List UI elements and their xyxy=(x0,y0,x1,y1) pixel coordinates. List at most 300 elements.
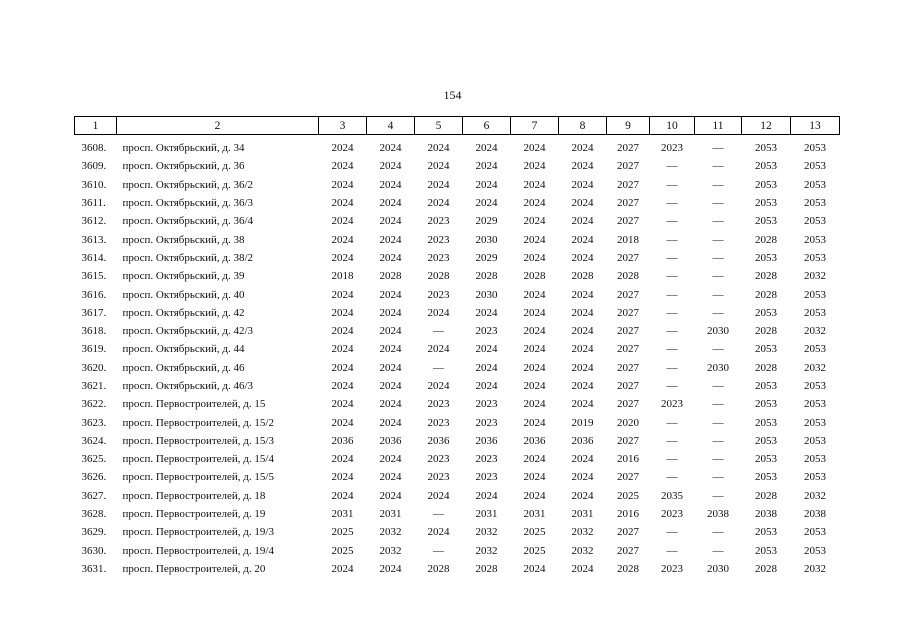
year-cell: — xyxy=(666,361,678,374)
year-cell: 2024 xyxy=(379,288,402,301)
year-cell: 2036 xyxy=(571,434,594,447)
address-cell: просп. Октябрьский, д. 38 xyxy=(122,233,245,246)
row-number: 3619. xyxy=(81,343,107,356)
year-cell: 2024 xyxy=(571,489,594,502)
table-row xyxy=(75,395,840,413)
row-number: 3620. xyxy=(81,361,107,374)
year-cell: 2036 xyxy=(475,434,498,447)
year-cell: 2029 xyxy=(475,251,498,264)
address-cell: просп. Октябрьский, д. 46 xyxy=(122,361,245,374)
year-cell: 2024 xyxy=(523,325,546,338)
year-cell: 2053 xyxy=(804,343,826,356)
row-number: 3629. xyxy=(81,526,107,539)
table-row xyxy=(75,230,840,248)
year-cell: 2024 xyxy=(475,489,498,502)
year-cell: 2024 xyxy=(427,178,450,191)
year-cell: 2027 xyxy=(617,434,639,447)
year-cell: — xyxy=(666,325,678,338)
row-number: 3613. xyxy=(81,233,107,246)
year-cell: 2027 xyxy=(617,361,639,374)
year-cell: 2024 xyxy=(331,380,354,392)
year-cell: 2024 xyxy=(331,251,354,264)
row-number: 3612. xyxy=(81,215,107,228)
year-cell: — xyxy=(666,306,678,319)
address-cell: просп. Первостроителей, д. 19/4 xyxy=(122,544,274,557)
year-cell: 2053 xyxy=(755,416,777,429)
year-cell: 2024 xyxy=(427,343,450,356)
row-number: 3627. xyxy=(81,489,107,502)
year-cell: 2023 xyxy=(475,416,498,429)
row-number: 3616. xyxy=(81,288,107,301)
year-cell: 2053 xyxy=(804,471,826,484)
year-cell: 2027 xyxy=(617,398,639,411)
row-number: 3608. xyxy=(81,142,107,155)
table-row xyxy=(75,322,840,340)
address-cell: просп. Октябрьский, д. 42/3 xyxy=(122,325,254,338)
year-cell: 2024 xyxy=(523,343,546,356)
table-row xyxy=(75,194,840,212)
table-row xyxy=(75,487,840,505)
year-cell: 2024 xyxy=(523,178,546,191)
year-cell: — xyxy=(666,178,678,191)
address-cell: просп. Первостроителей, д. 15/5 xyxy=(122,471,274,484)
year-cell: 2053 xyxy=(804,380,826,392)
table-row xyxy=(75,468,840,486)
year-cell: 2024 xyxy=(571,325,594,338)
year-cell: 2053 xyxy=(755,453,777,466)
table-row xyxy=(75,340,840,358)
year-cell: 2053 xyxy=(755,380,777,392)
year-cell: 2028 xyxy=(617,270,639,283)
year-cell: 2024 xyxy=(379,398,402,411)
row-number: 3614. xyxy=(81,251,107,264)
year-cell: 2036 xyxy=(523,434,546,447)
year-cell: 2028 xyxy=(617,562,639,575)
year-cell: — xyxy=(712,489,724,502)
year-cell: 2053 xyxy=(804,215,826,228)
year-cell: 2024 xyxy=(379,215,402,228)
year-cell: 2032 xyxy=(571,544,594,557)
year-cell: — xyxy=(433,544,444,557)
year-cell: 2024 xyxy=(427,306,450,319)
table-row xyxy=(75,135,840,158)
year-cell: 2028 xyxy=(475,270,498,283)
year-cell: — xyxy=(666,233,678,246)
year-cell: 2024 xyxy=(331,562,354,575)
year-cell: 2027 xyxy=(617,380,639,392)
year-cell: 2032 xyxy=(571,526,594,539)
row-number: 3623. xyxy=(81,416,107,429)
row-number: 3625. xyxy=(81,453,107,466)
year-cell: 2032 xyxy=(804,270,826,283)
year-cell: 2053 xyxy=(755,142,777,155)
year-cell: — xyxy=(712,434,724,447)
year-cell: — xyxy=(712,270,724,283)
year-cell: 2053 xyxy=(755,178,777,191)
year-cell: 2024 xyxy=(379,306,402,319)
year-cell: 2053 xyxy=(804,178,826,191)
year-cell: — xyxy=(712,306,724,319)
year-cell: — xyxy=(712,233,724,246)
year-cell: 2053 xyxy=(804,251,826,264)
address-cell: просп. Первостроителей, д. 15/4 xyxy=(122,453,274,466)
address-cell: просп. Октябрьский, д. 40 xyxy=(122,288,245,301)
year-cell: 2024 xyxy=(331,197,354,210)
year-cell: — xyxy=(666,434,678,447)
header-row xyxy=(75,117,840,135)
year-cell: 2024 xyxy=(331,489,354,502)
year-cell: 2024 xyxy=(571,453,594,466)
row-number: 3618. xyxy=(81,325,107,338)
year-cell: 2024 xyxy=(379,489,402,502)
year-cell: 2024 xyxy=(331,288,354,301)
year-cell: 2024 xyxy=(331,306,354,319)
year-cell: 2036 xyxy=(331,434,354,447)
year-cell: 2024 xyxy=(475,142,498,155)
year-cell: — xyxy=(712,288,724,301)
table-body xyxy=(75,135,840,579)
year-cell: 2028 xyxy=(755,562,777,575)
address-cell: просп. Октябрьский, д. 39 xyxy=(122,270,245,283)
year-cell: 2053 xyxy=(755,215,777,228)
year-cell: 2024 xyxy=(379,160,402,173)
row-number: 3624. xyxy=(81,434,107,447)
address-cell: просп. Первостроителей, д. 19/3 xyxy=(122,526,274,539)
year-cell: 2023 xyxy=(475,471,498,484)
year-cell: 2028 xyxy=(755,270,777,283)
year-cell: 2027 xyxy=(617,288,639,301)
year-cell: 2053 xyxy=(755,471,777,484)
row-number: 3617. xyxy=(81,306,107,319)
year-cell: — xyxy=(666,160,678,173)
column-header: 8 xyxy=(559,117,607,135)
year-cell: 2027 xyxy=(617,544,639,557)
year-cell: 2038 xyxy=(804,508,826,521)
address-cell: просп. Октябрьский, д. 46/3 xyxy=(122,380,254,392)
year-cell: 2053 xyxy=(804,453,826,466)
column-header: 3 xyxy=(319,117,367,135)
year-cell: 2025 xyxy=(523,526,546,539)
year-cell: 2027 xyxy=(617,343,639,356)
year-cell: 2023 xyxy=(427,398,450,411)
row-number: 3611. xyxy=(81,197,106,210)
year-cell: 2024 xyxy=(523,361,546,374)
column-header: 6 xyxy=(463,117,511,135)
row-number: 3615. xyxy=(81,270,107,283)
year-cell: 2028 xyxy=(571,270,594,283)
year-cell: — xyxy=(712,215,724,228)
year-cell: 2024 xyxy=(523,562,546,575)
year-cell: 2053 xyxy=(804,142,826,155)
year-cell: 2032 xyxy=(804,562,826,575)
year-cell: 2024 xyxy=(523,251,546,264)
column-header: 1 xyxy=(75,117,117,135)
year-cell: 2024 xyxy=(523,380,546,392)
year-cell: 2024 xyxy=(571,142,594,155)
table-row xyxy=(75,542,840,560)
year-cell: 2023 xyxy=(427,251,450,264)
year-cell: 2030 xyxy=(707,562,729,575)
year-cell: 2024 xyxy=(475,197,498,210)
year-cell: — xyxy=(712,142,724,155)
year-cell: 2053 xyxy=(755,160,777,173)
year-cell: 2024 xyxy=(427,142,450,155)
year-cell: 2024 xyxy=(427,197,450,210)
year-cell: 2024 xyxy=(475,306,498,319)
address-cell: просп. Первостроителей, д. 18 xyxy=(122,489,266,502)
year-cell: 2053 xyxy=(804,416,826,429)
year-cell: — xyxy=(666,453,678,466)
year-cell: 2027 xyxy=(617,471,639,484)
table-row xyxy=(75,413,840,431)
year-cell: 2024 xyxy=(379,233,402,246)
year-cell: 2024 xyxy=(331,160,354,173)
table-row xyxy=(75,505,840,523)
row-number: 3626. xyxy=(81,471,107,484)
year-cell: 2024 xyxy=(379,361,402,374)
year-cell: 2024 xyxy=(571,380,594,392)
year-cell: 2023 xyxy=(427,416,450,429)
year-cell: 2025 xyxy=(331,544,354,557)
year-cell: 2024 xyxy=(379,178,402,191)
page-number: 154 xyxy=(443,88,462,102)
year-cell: 2024 xyxy=(331,398,354,411)
column-header: 7 xyxy=(511,117,559,135)
year-cell: 2024 xyxy=(331,453,354,466)
year-cell: 2053 xyxy=(804,233,826,246)
year-cell: 2023 xyxy=(661,508,683,521)
table-row xyxy=(75,450,840,468)
year-cell: 2024 xyxy=(523,288,546,301)
address-cell: просп. Октябрьский, д. 36 xyxy=(122,160,245,173)
year-cell: 2024 xyxy=(427,526,450,539)
year-cell: 2024 xyxy=(331,361,354,374)
year-cell: 2016 xyxy=(617,453,639,466)
table-row xyxy=(75,377,840,395)
year-cell: 2020 xyxy=(617,416,639,429)
year-cell: 2032 xyxy=(804,325,826,338)
year-cell: 2028 xyxy=(523,270,546,283)
year-cell: 2024 xyxy=(571,343,594,356)
year-cell: 2053 xyxy=(804,544,826,557)
year-cell: 2035 xyxy=(661,489,683,502)
column-header: 2 xyxy=(117,117,319,135)
address-cell: просп. Октябрьский, д. 38/2 xyxy=(122,251,254,264)
year-cell: 2053 xyxy=(804,526,826,539)
year-cell: 2036 xyxy=(427,434,450,447)
year-cell: — xyxy=(712,398,724,411)
table-row xyxy=(75,212,840,230)
year-cell: — xyxy=(433,508,444,521)
year-cell: 2024 xyxy=(331,233,354,246)
year-cell: 2024 xyxy=(379,453,402,466)
row-number: 3621. xyxy=(81,380,107,392)
year-cell: 2024 xyxy=(523,160,546,173)
year-cell: 2024 xyxy=(331,215,354,228)
year-cell: 2023 xyxy=(661,398,683,411)
year-cell: 2024 xyxy=(571,178,594,191)
year-cell: 2053 xyxy=(804,306,826,319)
year-cell: 2023 xyxy=(475,453,498,466)
year-cell: 2030 xyxy=(475,233,498,246)
table-row xyxy=(75,359,840,377)
address-cell: просп. Первостроителей, д. 15/2 xyxy=(122,416,274,429)
year-cell: 2038 xyxy=(755,508,777,521)
year-cell: 2024 xyxy=(571,233,594,246)
address-cell: просп. Октябрьский, д. 36/4 xyxy=(122,215,254,228)
year-cell: 2036 xyxy=(379,434,402,447)
year-cell: 2030 xyxy=(475,288,498,301)
year-cell: 2053 xyxy=(755,306,777,319)
year-cell: 2024 xyxy=(571,306,594,319)
column-header: 5 xyxy=(415,117,463,135)
year-cell: 2024 xyxy=(427,160,450,173)
year-cell: — xyxy=(712,416,724,429)
table-row xyxy=(75,267,840,285)
address-cell: просп. Октябрьский, д. 36/2 xyxy=(122,178,254,191)
year-cell: — xyxy=(666,343,678,356)
year-cell: 2023 xyxy=(427,471,450,484)
year-cell: 2031 xyxy=(523,508,546,521)
year-cell: 2024 xyxy=(523,398,546,411)
column-header: 9 xyxy=(607,117,650,135)
year-cell: 2023 xyxy=(475,325,498,338)
year-cell: 2024 xyxy=(379,471,402,484)
year-cell: 2024 xyxy=(379,343,402,356)
year-cell: 2024 xyxy=(379,142,402,155)
year-cell: 2031 xyxy=(379,508,402,521)
year-cell: — xyxy=(712,178,724,191)
year-cell: 2019 xyxy=(571,416,594,429)
year-cell: 2024 xyxy=(379,251,402,264)
year-cell: 2025 xyxy=(523,544,546,557)
year-cell: 2053 xyxy=(804,288,826,301)
year-cell: 2053 xyxy=(804,434,826,447)
year-cell: — xyxy=(712,380,724,392)
address-cell: просп. Первостроителей, д. 15/3 xyxy=(122,434,274,447)
year-cell: 2053 xyxy=(755,434,777,447)
year-cell: 2024 xyxy=(571,471,594,484)
year-cell: 2028 xyxy=(755,325,777,338)
year-cell: — xyxy=(666,471,678,484)
year-cell: — xyxy=(666,544,678,557)
table-row xyxy=(75,157,840,175)
year-cell: 2024 xyxy=(331,325,354,338)
year-cell: 2027 xyxy=(617,197,639,210)
column-header: 4 xyxy=(367,117,415,135)
year-cell: 2030 xyxy=(707,325,729,338)
year-cell: 2032 xyxy=(804,489,826,502)
year-cell: 2053 xyxy=(804,398,826,411)
year-cell: 2024 xyxy=(379,562,402,575)
table-row xyxy=(75,523,840,541)
address-cell: просп. Первостроителей, д. 19 xyxy=(122,508,266,521)
year-cell: 2038 xyxy=(707,508,729,521)
address-cell: просп. Октябрьский, д. 42 xyxy=(122,306,245,319)
address-cell: просп. Октябрьский, д. 36/3 xyxy=(122,197,254,210)
year-cell: 2024 xyxy=(379,416,402,429)
year-cell: 2023 xyxy=(427,288,450,301)
year-cell: 2024 xyxy=(571,197,594,210)
year-cell: 2025 xyxy=(331,526,354,539)
year-cell: 2024 xyxy=(475,361,498,374)
year-cell: 2032 xyxy=(379,544,402,557)
year-cell: 2032 xyxy=(804,361,826,374)
year-cell: 2032 xyxy=(475,526,498,539)
year-cell: 2027 xyxy=(617,142,639,155)
year-cell: 2024 xyxy=(523,215,546,228)
year-cell: 2053 xyxy=(804,197,826,210)
year-cell: 2024 xyxy=(475,178,498,191)
year-cell: — xyxy=(666,416,678,429)
year-cell: 2025 xyxy=(617,489,639,502)
year-cell: 2028 xyxy=(427,270,450,283)
year-cell: 2024 xyxy=(331,142,354,155)
year-cell: 2028 xyxy=(755,233,777,246)
year-cell: — xyxy=(712,544,724,557)
year-cell: 2023 xyxy=(427,215,450,228)
year-cell: 2024 xyxy=(523,142,546,155)
row-number: 3609. xyxy=(81,160,107,173)
column-header: 12 xyxy=(742,117,791,135)
year-cell: — xyxy=(712,526,724,539)
year-cell: 2023 xyxy=(427,233,450,246)
column-header: 10 xyxy=(650,117,695,135)
table-row xyxy=(75,285,840,303)
year-cell: 2027 xyxy=(617,526,639,539)
year-cell: 2024 xyxy=(379,325,402,338)
year-cell: 2028 xyxy=(427,562,450,575)
year-cell: 2024 xyxy=(523,416,546,429)
year-cell: 2028 xyxy=(755,361,777,374)
year-cell: — xyxy=(666,251,678,264)
address-cell: просп. Первостроителей, д. 20 xyxy=(122,562,266,575)
year-cell: 2023 xyxy=(661,562,683,575)
year-cell: 2024 xyxy=(331,343,354,356)
year-cell: 2024 xyxy=(475,160,498,173)
year-cell: 2024 xyxy=(427,380,450,392)
address-cell: просп. Октябрьский, д. 34 xyxy=(122,142,245,155)
year-cell: 2031 xyxy=(331,508,354,521)
year-cell: 2024 xyxy=(571,361,594,374)
table-row xyxy=(75,560,840,578)
year-cell: 2024 xyxy=(571,251,594,264)
year-cell: 2023 xyxy=(475,398,498,411)
year-cell: 2024 xyxy=(475,380,498,392)
year-cell: 2032 xyxy=(379,526,402,539)
year-cell: 2024 xyxy=(331,471,354,484)
row-number: 3628. xyxy=(81,508,107,521)
year-cell: 2024 xyxy=(571,562,594,575)
table-row xyxy=(75,176,840,194)
year-cell: 2032 xyxy=(475,544,498,557)
year-cell: — xyxy=(666,526,678,539)
year-cell: 2053 xyxy=(755,544,777,557)
year-cell: 2024 xyxy=(523,233,546,246)
column-header: 13 xyxy=(791,117,840,135)
year-cell: — xyxy=(712,251,724,264)
year-cell: 2024 xyxy=(379,380,402,392)
year-cell: 2024 xyxy=(571,288,594,301)
year-cell: — xyxy=(433,325,444,338)
year-cell: 2024 xyxy=(427,489,450,502)
year-cell: 2027 xyxy=(617,160,639,173)
year-cell: 2027 xyxy=(617,251,639,264)
year-cell: 2030 xyxy=(707,361,729,374)
registry-table xyxy=(74,116,840,578)
year-cell: 2028 xyxy=(755,489,777,502)
year-cell: 2024 xyxy=(379,197,402,210)
